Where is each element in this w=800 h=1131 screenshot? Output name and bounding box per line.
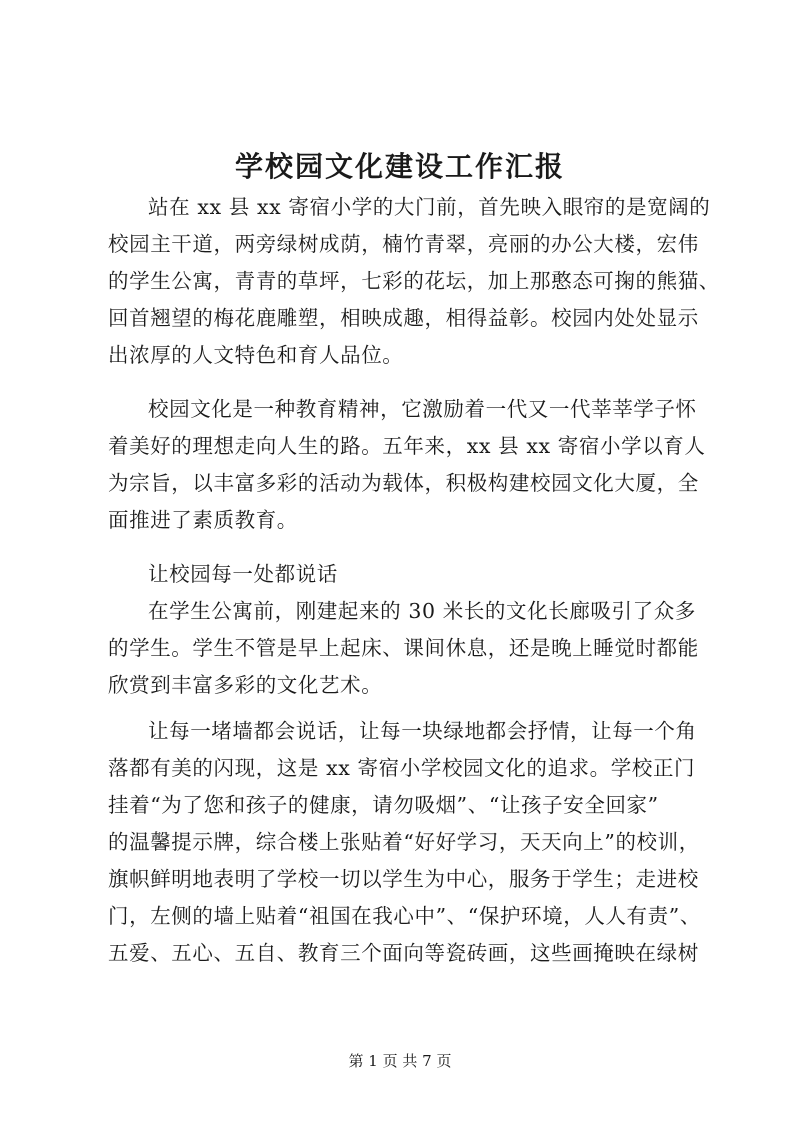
body-line: 落都有美的闪现，这是 xx 寄宿小学校园文化的追求。学校正门 [108, 756, 696, 780]
body-line: 为宗旨，以丰富多彩的活动为载体，积极构建校园文化大厦，全 [108, 471, 699, 495]
body-line: 挂着“为了您和孩子的健康，请勿吸烟”、“让孩子安全回家” [108, 793, 659, 817]
body-line: 着美好的理想走向人生的路。五年来，xx 县 xx 寄宿小学以育人 [108, 434, 706, 458]
body-line: 的学生公寓，青青的草坪，七彩的花坛，加上那憨态可掬的熊猫、 [108, 269, 720, 293]
body-line: 在学生公寓前，刚建起来的 30 米长的文化长廊吸引了众多 [148, 599, 696, 623]
body-line: 面推进了素质教育。 [108, 508, 298, 532]
body-line: 回首翘望的梅花鹿雕塑，相映成趣，相得益彰。校园内处处显示 [108, 306, 699, 330]
body-line: 门，左侧的墙上贴着“祖国在我心中”、“保护环境，人人有责”、 [108, 904, 701, 928]
body-line: 五爱、五心、五自、教育三个面向等瓷砖画，这些画掩映在绿树 [108, 941, 699, 965]
section-heading: 让校园每一处都说话 [148, 562, 338, 586]
body-line: 旗帜鲜明地表明了学校一切以学生为中心，服务于学生；走进校 [108, 867, 699, 891]
body-line: 的学生。学生不管是早上起床、课间休息，还是晚上睡觉时都能 [108, 636, 699, 660]
body-line: 校园主干道，两旁绿树成荫，楠竹青翠，亮丽的办公大楼，宏伟 [108, 232, 699, 256]
body-line: 的温馨提示牌，综合楼上张贴着“好好学习，天天向上”的校训， [108, 830, 700, 854]
body-line: 站在 xx 县 xx 寄宿小学的大门前，首先映入眼帘的是宽阔的 [148, 195, 711, 219]
body-line: 出浓厚的人文特色和育人品位。 [108, 343, 404, 367]
document-title: 学校园文化建设工作汇报 [234, 150, 565, 183]
body-line: 欣赏到丰富多彩的文化艺术。 [108, 673, 383, 697]
body-line: 校园文化是一种教育精神，它激励着一代又一代莘莘学子怀 [148, 397, 697, 421]
body-line: 让每一堵墙都会说话，让每一块绿地都会抒情，让每一个角 [148, 719, 697, 743]
page-footer: 第 1 页 共 7 页 [348, 1052, 452, 1070]
